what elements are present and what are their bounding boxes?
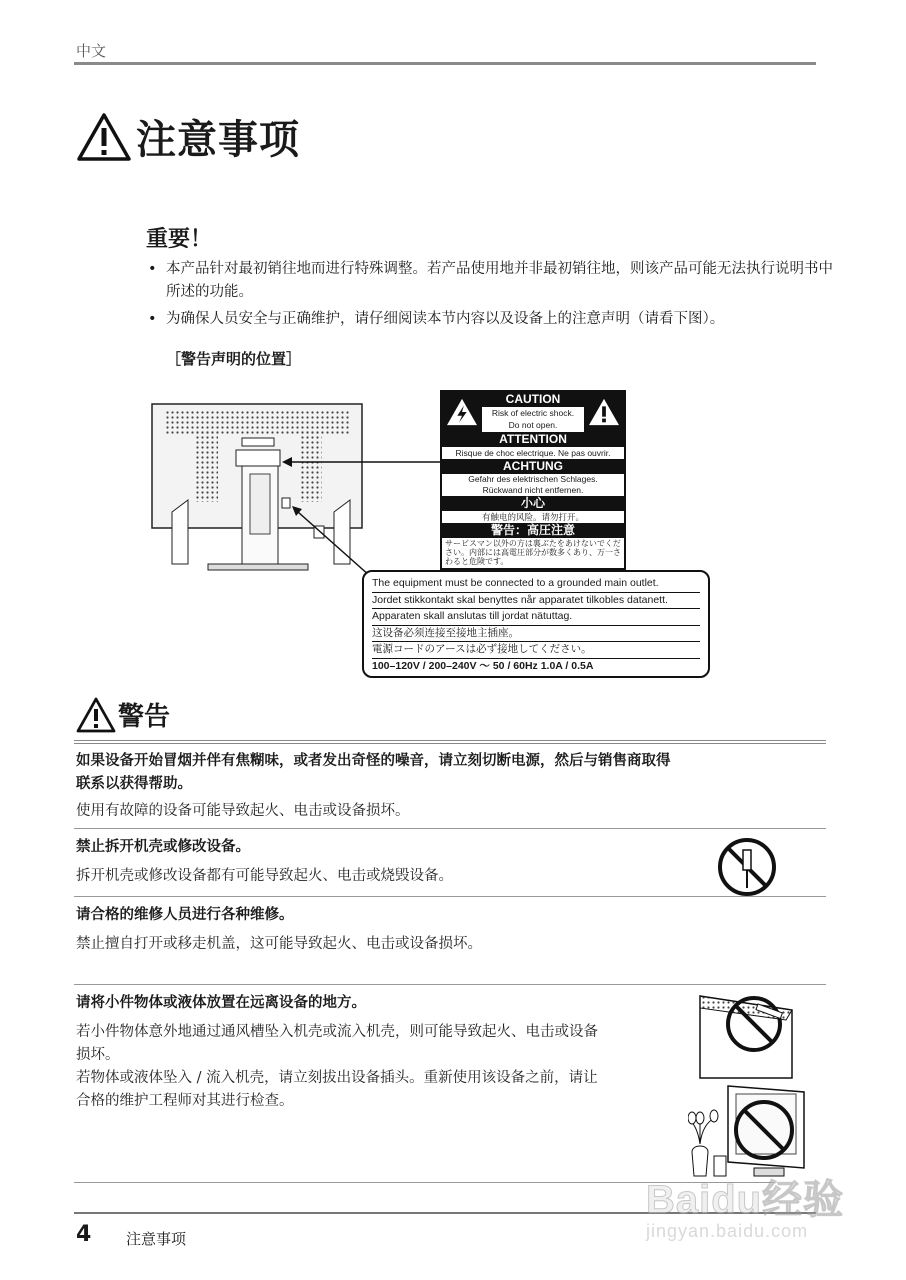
xiaoxin-heading: 小心 xyxy=(442,496,624,511)
no-disassembly-icon xyxy=(716,836,778,898)
caution-text-1: Risk of electric shock. xyxy=(491,408,575,418)
warning-section xyxy=(76,992,606,1113)
section-body: 禁止擅自打开或移走机盖，这可能导致起火、电击或设备损坏。 xyxy=(76,936,482,952)
attention-heading: ATTENTION xyxy=(442,432,624,447)
important-bullets xyxy=(146,258,836,335)
section-heading: 如果设备开始冒烟并伴有焦糊味，或者发出奇怪的噪音，请立刻切断电源，然后与销售商取得联系以获得帮助。 xyxy=(76,753,671,792)
label-location-heading: ［警告声明的位置］ xyxy=(166,350,302,368)
no-liquid-near-monitor-illustration xyxy=(688,1082,808,1182)
section-rule xyxy=(74,984,826,985)
keikoku-text: サービスマン以外の方は裏ぶたをあけないでください。内部には高電圧部分が数多くあり、万一さわると危険です。 xyxy=(445,539,621,566)
section-rule xyxy=(74,896,826,897)
caution-text-2: Do not open. xyxy=(508,420,558,430)
ground-line: Apparaten skall anslutas till jordat nätuttag. xyxy=(372,609,700,626)
section-rule xyxy=(74,743,826,744)
language-label: 中文 xyxy=(76,42,107,60)
section-rule xyxy=(74,828,826,829)
ground-line: 这设备必须连接至接地主插座。 xyxy=(372,626,700,643)
footer-title: 注意事项 xyxy=(126,1230,187,1248)
warning-heading-text: 警告 xyxy=(118,702,171,732)
warning-triangle-icon xyxy=(76,697,116,733)
watermark-main: Baidu经验 xyxy=(646,1178,845,1222)
warning-section xyxy=(76,750,676,823)
no-objects-on-monitor-illustration xyxy=(696,990,800,1080)
section-heading: 请将小件物体或液体放置在远离设备的地方。 xyxy=(76,995,366,1011)
warning-section xyxy=(76,836,676,888)
ground-line: Jordet stikkontakt skal benyttes når apparatet tilkobles datanett. xyxy=(372,593,700,610)
watermark-sub: jingyan.baidu.com xyxy=(646,1221,809,1241)
shock-warning-icon xyxy=(442,392,482,432)
baidu-watermark xyxy=(646,1168,876,1248)
bullet-item: • 本产品针对最初销往地而进行特殊调整。若产品使用地并非最初销往地，则该产品可能无法执行说明书中所述的功能。 xyxy=(146,258,836,304)
important-heading: 重要！ xyxy=(146,227,213,252)
power-rating: 100–120V / 200–240V ～ 50 / 60Hz 1.0A / 0.5A xyxy=(372,659,594,672)
warning-heading xyxy=(76,696,170,733)
keikoku-heading: 警告：高圧注意 xyxy=(442,523,624,538)
pointer-arrows xyxy=(280,440,450,580)
achtung-text-2: Rückwand nicht entfernen. xyxy=(482,485,584,495)
ground-line: The equipment must be connected to a grounded main outlet. xyxy=(372,576,700,593)
section-body: 若小件物体意外地通过通风槽坠入机壳或流入机壳，则可能导致起火、电击或设备损坏。 xyxy=(76,1024,598,1063)
achtung-heading: ACHTUNG xyxy=(442,459,624,474)
caution-heading: CAUTION xyxy=(482,392,584,407)
section-rule xyxy=(74,740,826,741)
warning-section xyxy=(76,904,676,956)
ground-notice-label xyxy=(362,570,710,678)
section-body: 若物体或液体坠入 / 流入机壳，请立刻拔出设备插头。重新使用该设备之前，请让合格的维护工程师对其进行检查。 xyxy=(76,1070,598,1109)
section-body: 拆开机壳或修改设备都有可能导致起火、电击或烧毁设备。 xyxy=(76,868,453,884)
page-title xyxy=(76,108,300,165)
caution-label xyxy=(440,390,626,570)
header-rule xyxy=(74,62,816,65)
achtung-text-1: Gefahr des elektrischen Schlages. xyxy=(468,474,598,484)
ground-line: 電源コードのアースは必ず接地してください。 xyxy=(372,642,700,659)
warning-triangle-icon xyxy=(76,112,132,162)
exclamation-warning-icon xyxy=(584,392,624,432)
bullet-item: • 为确保人员安全与正确维护，请仔细阅读本节内容以及设备上的注意声明（请看下图）。 xyxy=(146,308,836,331)
attention-text: Risque de choc electrique. Ne pas ouvrir. xyxy=(455,448,611,458)
section-heading: 请合格的维修人员进行各种维修。 xyxy=(76,907,294,923)
page-number: 4 xyxy=(76,1222,92,1247)
xiaoxin-text: 有触电的风险。请勿打开。 xyxy=(481,512,584,522)
section-body: 使用有故障的设备可能导致起火、电击或设备损坏。 xyxy=(76,803,410,819)
page-title-text: 注意事项 xyxy=(136,117,300,163)
section-heading: 禁止拆开机壳或修改设备。 xyxy=(76,839,250,855)
